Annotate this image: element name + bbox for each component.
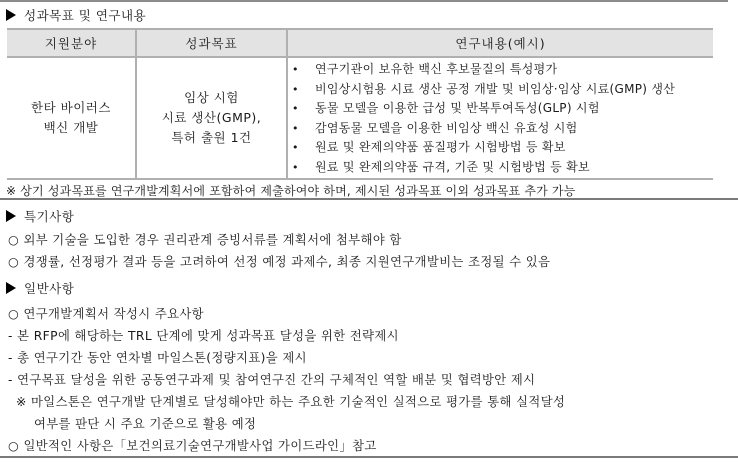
general-item: 여부를 판단 시 주요 기준으로 활용 예정 [34, 417, 257, 431]
list-item: • 연구기관이 보유한 백신 후보물질의 특성평가 [288, 60, 713, 80]
cell-contents [287, 57, 713, 179]
general-item: ○ 일반적인 사항은「보건의료기술연구개발사업 가이드라인」참고 [8, 439, 377, 453]
table-header-row [7, 29, 713, 57]
goal-line: 특허 출원 1건 [171, 130, 252, 145]
section-title-special-label: 특기사항 [24, 209, 75, 224]
goal-line: 임상 시험 [184, 90, 239, 105]
section-title-general [6, 279, 74, 297]
table-row [7, 57, 713, 179]
list-item: • 동물 모델을 이용한 급성 및 반복투여독성(GLP) 시험 [288, 99, 713, 119]
goals-table [7, 28, 713, 180]
triangle-marker-icon [6, 9, 16, 21]
contents-list [288, 60, 713, 177]
section-title-special [6, 207, 74, 225]
section-title-goals-label: 성과목표 및 연구내용 [24, 8, 147, 23]
special-item: ○ 경쟁률, 선정평가 결과 등을 고려하여 선정 예정 과제수, 최종 지원연구개발비는 조정될 수 있음 [8, 255, 551, 269]
special-item: ○ 외부 기술을 도입한 경우 권리관계 증빙서류를 계획서에 첨부해야 함 [8, 233, 402, 247]
list-item: • 감염동물 모델을 이용한 비임상 백신 유효성 시험 [288, 119, 713, 139]
header-field: 지원분야 [7, 29, 136, 57]
triangle-marker-icon [6, 210, 16, 222]
section-title-goals [6, 6, 146, 24]
field-line: 한타 바이러스 [31, 100, 111, 115]
goals-note: ※ 상기 성과목표를 연구개발계획서에 포함하여 제출하여야 하며, 제시된 성과목표 이외 성과목표 추가 가능 [6, 184, 576, 198]
list-item: • 원료 및 완제의약품 품질평가 시험방법 등 확보 [288, 138, 713, 158]
top-rule [0, 0, 728, 2]
cell-field [7, 57, 136, 179]
header-contents: 연구내용(예시) [287, 29, 713, 57]
general-item: ○ 연구개발계획서 작성시 주요사항 [8, 307, 204, 321]
bottom-rule [0, 456, 738, 458]
general-item: - 본 RFP에 해당하는 TRL 단계에 맞게 성과목표 달성을 위한 전략제시 [8, 329, 399, 343]
section-title-general-label: 일반사항 [24, 281, 75, 296]
general-item: - 연구목표 달성을 위한 공동연구과제 및 참여연구진 간의 구체적인 역할 배분 및 협력방안 제시 [8, 373, 536, 387]
cell-goal [136, 57, 287, 179]
header-goal: 성과목표 [136, 29, 287, 57]
goal-line: 시료 생산(GMP), [161, 110, 262, 125]
list-item: • 비임상시험용 시료 생산 공정 개발 및 비임상·임상 시료(GMP) 생산 [288, 80, 713, 100]
section-divider [0, 198, 738, 200]
triangle-marker-icon [6, 282, 16, 294]
field-line: 백신 개발 [43, 120, 99, 135]
general-item: - 총 연구기간 동안 연차별 마일스톤(정량지표)을 제시 [8, 351, 307, 365]
list-item: • 원료 및 완제의약품 규격, 기준 및 시험방법 등 확보 [288, 158, 713, 178]
general-item: ※ 마일스톤은 연구개발 단계별로 달성해야만 하는 주요한 기술적인 실적으로 평가를 통해 실적달성 [16, 395, 566, 409]
